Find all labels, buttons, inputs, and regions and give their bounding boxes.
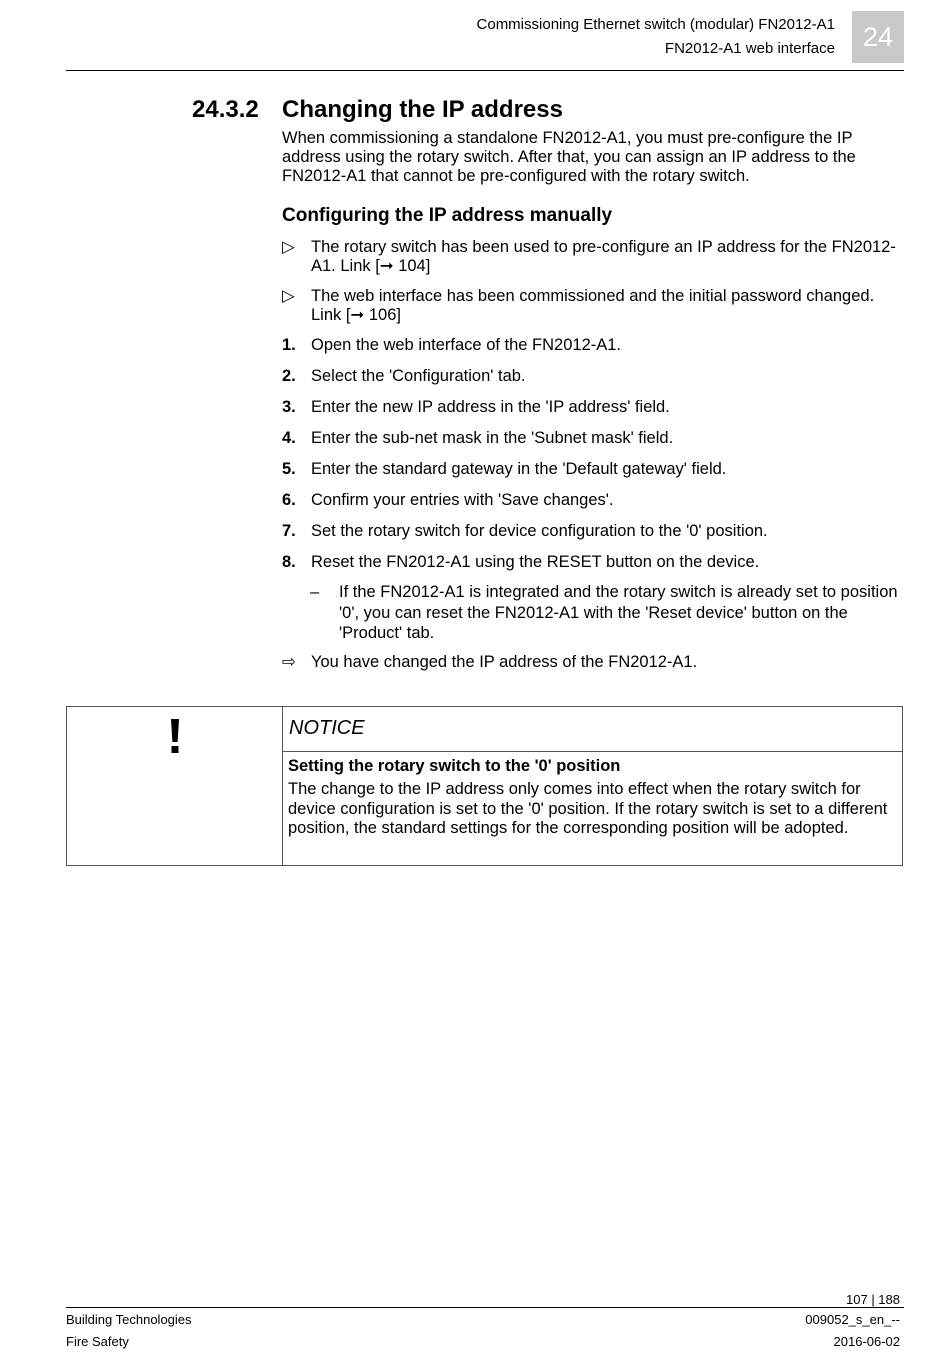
exclamation-icon (170, 719, 180, 753)
step-number: 8. (282, 553, 296, 571)
result-item (282, 653, 902, 672)
notice-title: Setting the rotary switch to the '0' position (288, 757, 621, 775)
result-arrow-icon: ⇨ (282, 653, 296, 671)
result-text: You have changed the IP address of the FN2012-A1. (311, 653, 698, 671)
footer-date: 2016-06-02 (833, 1334, 900, 1349)
step-item (282, 522, 902, 541)
prerequisite-item (282, 238, 902, 276)
step-text: Enter the sub-net mask in the 'Subnet mask' field. (311, 429, 674, 447)
section-title: Changing the IP address (282, 96, 563, 123)
step-item (282, 429, 902, 448)
triangle-icon: ▷ (282, 287, 295, 305)
sub-step-item (310, 582, 902, 644)
prerequisite-text: The web interface has been commissioned and the initial password changed. Link [➞ 106] (311, 287, 875, 324)
section-number: 24.3.2 (192, 96, 259, 123)
step-text: Open the web interface of the FN2012-A1. (311, 336, 622, 354)
chapter-badge: 24 (852, 11, 904, 63)
triangle-icon: ▷ (282, 238, 295, 256)
subsection-title: Configuring the IP address manually (282, 205, 613, 226)
header-divider (66, 70, 904, 71)
notice-header (283, 707, 902, 752)
prerequisite-text: The rotary switch has been used to pre-configure an IP address for the FN2012-A1. Link [➞ 104] (311, 238, 896, 275)
step-number: 7. (282, 522, 296, 540)
section-intro: When commissioning a standalone FN2012-A1, you must pre-configure the IP address using the rotary switch. After that, you can assign an IP address to the FN2012-A1 that cannot be pre-configured with the rotary switch. (282, 129, 856, 185)
step-number: 2. (282, 367, 296, 385)
step-number: 6. (282, 491, 296, 509)
header-subtitle: FN2012-A1 web interface (664, 40, 835, 57)
step-number: 5. (282, 460, 296, 478)
dash-marker: – (310, 583, 320, 601)
step-item (282, 491, 902, 510)
footer-division: Fire Safety (66, 1334, 129, 1349)
step-text: Enter the standard gateway in the 'Default gateway' field. (311, 460, 727, 478)
notice-label: NOTICE (289, 717, 365, 739)
step-text: Reset the FN2012-A1 using the RESET button on the device. (311, 553, 760, 571)
step-number: 4. (282, 429, 296, 447)
step-text: Set the rotary switch for device configuration to the '0' position. (311, 522, 768, 540)
step-text: Confirm your entries with 'Save changes'. (311, 491, 614, 509)
notice-icon-cell (67, 707, 283, 865)
notice-box (66, 706, 903, 866)
step-item (282, 336, 902, 355)
sub-step-text: If the FN2012-A1 is integrated and the rotary switch is already set to position '0', you can reset the FN2012-A1 with the 'Reset device' button on the 'Product' tab. (339, 583, 898, 642)
footer-doc-id: 009052_s_en_-- (805, 1312, 900, 1327)
footer-divider (66, 1307, 904, 1308)
step-text: Enter the new IP address in the 'IP address' field. (311, 398, 670, 416)
step-number: 3. (282, 398, 296, 416)
step-text: Select the 'Configuration' tab. (311, 367, 526, 385)
step-item (282, 367, 902, 386)
header-title: Commissioning Ethernet switch (modular) FN2012-A1 (476, 16, 835, 33)
step-item (282, 398, 902, 417)
prerequisite-item (282, 287, 902, 325)
step-number: 1. (282, 336, 296, 354)
step-item (282, 460, 902, 479)
footer-company: Building Technologies (66, 1312, 192, 1327)
page-number: 107 | 188 (846, 1292, 900, 1307)
step-item (282, 553, 902, 572)
notice-body: The change to the IP address only comes into effect when the rotary switch for device configuration is set to the '0' position. If the rotary switch is set to a different position, the standard settings for the corresponding position will be adopted. (288, 780, 888, 837)
